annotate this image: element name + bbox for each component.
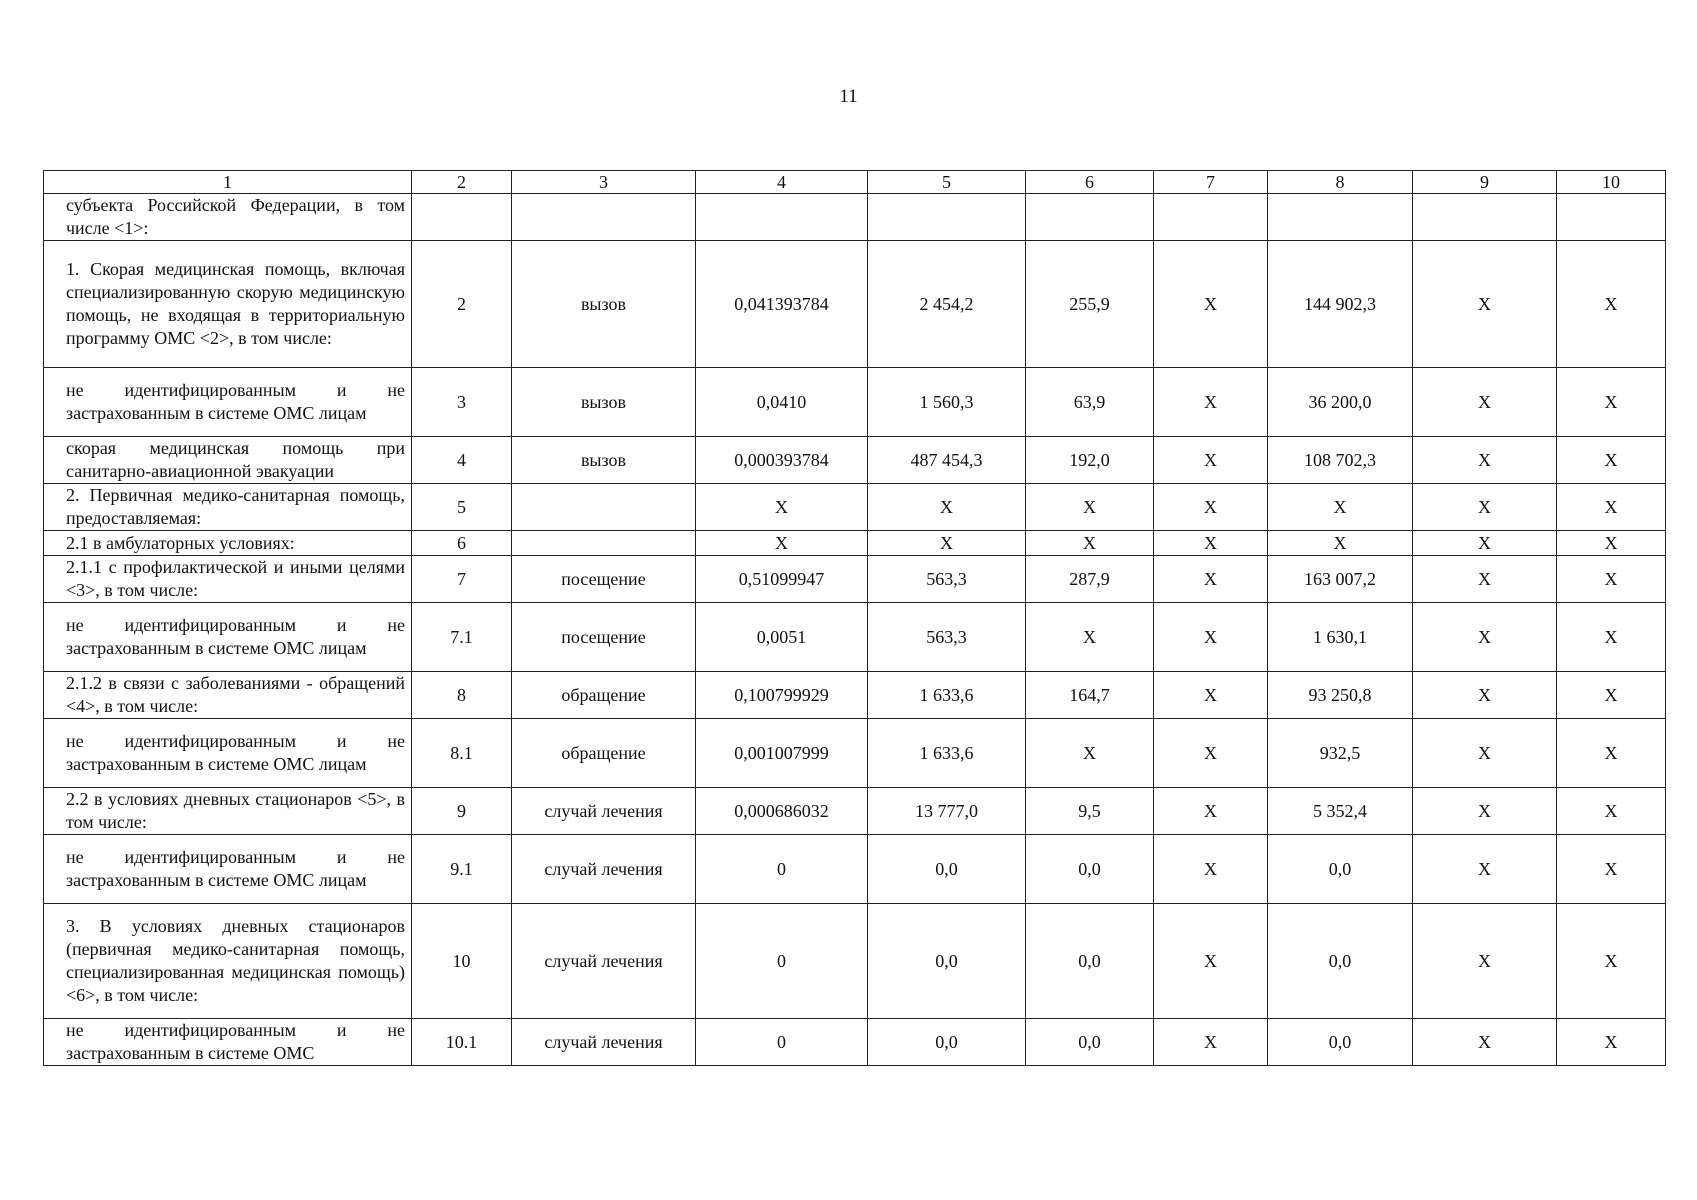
column-header: 8: [1268, 171, 1413, 194]
table-cell: случай лечения: [512, 904, 696, 1019]
column-header: 1: [44, 171, 412, 194]
column-header: 9: [1413, 171, 1557, 194]
financing-table: [43, 170, 1666, 1066]
table-cell: X: [1557, 788, 1666, 835]
table-cell: 4: [412, 437, 512, 484]
table-cell: 932,5: [1268, 719, 1413, 788]
table-cell: 144 902,3: [1268, 241, 1413, 368]
table-cell: 0,000686032: [696, 788, 868, 835]
table-cell: X: [696, 531, 868, 556]
table-cell: 0,100799929: [696, 672, 868, 719]
column-header: 3: [512, 171, 696, 194]
row-description: не идентифицированным и не застрахованным в системе ОМС: [44, 1019, 412, 1066]
table-cell: X: [1413, 672, 1557, 719]
table-cell: X: [1557, 1019, 1666, 1066]
table-cell: 9,5: [1026, 788, 1154, 835]
table-row: [44, 719, 1666, 788]
table-row: [44, 1019, 1666, 1066]
table-cell: 0,0051: [696, 603, 868, 672]
table-cell: вызов: [512, 368, 696, 437]
table-cell: X: [1557, 672, 1666, 719]
table-row: [44, 194, 1666, 241]
table-cell: X: [1413, 835, 1557, 904]
table-cell: X: [1026, 719, 1154, 788]
column-header: 6: [1026, 171, 1154, 194]
table-cell: X: [1154, 437, 1268, 484]
table-cell: 0,0: [1268, 904, 1413, 1019]
table-cell: 63,9: [1026, 368, 1154, 437]
table-cell: X: [1413, 484, 1557, 531]
table-cell: 13 777,0: [868, 788, 1026, 835]
table-cell: 0,0: [1268, 835, 1413, 904]
table-cell: X: [1557, 484, 1666, 531]
table-cell: X: [1413, 904, 1557, 1019]
table-cell: [512, 484, 696, 531]
column-header: 10: [1557, 171, 1666, 194]
table-cell: [1026, 194, 1154, 241]
table-cell: X: [1154, 788, 1268, 835]
table-cell: X: [1413, 531, 1557, 556]
table-cell: 0: [696, 904, 868, 1019]
table-cell: [868, 194, 1026, 241]
table-cell: обращение: [512, 719, 696, 788]
table-cell: X: [1557, 437, 1666, 484]
table-cell: 0: [696, 835, 868, 904]
table-cell: X: [1413, 556, 1557, 603]
column-header: 7: [1154, 171, 1268, 194]
table-cell: 5: [412, 484, 512, 531]
row-description: не идентифицированным и не застрахованным в системе ОМС лицам: [44, 835, 412, 904]
table-cell: 487 454,3: [868, 437, 1026, 484]
table-cell: 8.1: [412, 719, 512, 788]
table-cell: 9: [412, 788, 512, 835]
table-cell: 1 633,6: [868, 672, 1026, 719]
table-cell: X: [1154, 241, 1268, 368]
table-cell: 1 633,6: [868, 719, 1026, 788]
table-cell: X: [1026, 603, 1154, 672]
table-cell: X: [1413, 719, 1557, 788]
table-cell: 0,000393784: [696, 437, 868, 484]
table-cell: [1413, 194, 1557, 241]
table-cell: 6: [412, 531, 512, 556]
row-description: не идентифицированным и не застрахованным в системе ОМС лицам: [44, 719, 412, 788]
table-cell: X: [1413, 603, 1557, 672]
table-cell: X: [1413, 368, 1557, 437]
table-cell: случай лечения: [512, 788, 696, 835]
table-cell: 192,0: [1026, 437, 1154, 484]
table-cell: 8: [412, 672, 512, 719]
table-cell: 0,0: [1026, 835, 1154, 904]
table-cell: X: [1557, 904, 1666, 1019]
table-row: [44, 788, 1666, 835]
table-row: [44, 556, 1666, 603]
table-cell: X: [1557, 556, 1666, 603]
row-description: не идентифицированным и не застрахованным в системе ОМС лицам: [44, 368, 412, 437]
table-cell: [1557, 194, 1666, 241]
table-row: [44, 904, 1666, 1019]
column-header: 4: [696, 171, 868, 194]
table-row: [44, 835, 1666, 904]
table-cell: 0,51099947: [696, 556, 868, 603]
table-cell: 0,0: [868, 1019, 1026, 1066]
table-cell: посещение: [512, 603, 696, 672]
table-cell: X: [1154, 556, 1268, 603]
table-cell: X: [1413, 1019, 1557, 1066]
table-cell: X: [1026, 531, 1154, 556]
table-cell: 1 630,1: [1268, 603, 1413, 672]
table-cell: 7: [412, 556, 512, 603]
table-row: [44, 241, 1666, 368]
table-cell: X: [1026, 484, 1154, 531]
table-cell: вызов: [512, 241, 696, 368]
table-cell: 0: [696, 1019, 868, 1066]
table-cell: 0,0: [1026, 904, 1154, 1019]
table-cell: [1154, 194, 1268, 241]
table-cell: [412, 194, 512, 241]
table-cell: X: [1413, 788, 1557, 835]
table-cell: 0,001007999: [696, 719, 868, 788]
table-cell: 10: [412, 904, 512, 1019]
table-cell: случай лечения: [512, 835, 696, 904]
table-cell: случай лечения: [512, 1019, 696, 1066]
table-cell: 163 007,2: [1268, 556, 1413, 603]
table-cell: X: [1154, 835, 1268, 904]
table-cell: X: [1557, 603, 1666, 672]
table-cell: посещение: [512, 556, 696, 603]
column-header: 2: [412, 171, 512, 194]
table-cell: 36 200,0: [1268, 368, 1413, 437]
table-cell: X: [1557, 368, 1666, 437]
row-description: 2.2 в условиях дневных стационаров <5>, в том числе:: [44, 788, 412, 835]
row-description: 2. Первичная медико-санитарная помощь, предоставляемая:: [44, 484, 412, 531]
table-row: [44, 531, 1666, 556]
table-cell: 287,9: [1026, 556, 1154, 603]
table-cell: X: [1154, 1019, 1268, 1066]
table-cell: 563,3: [868, 603, 1026, 672]
table-cell: 108 702,3: [1268, 437, 1413, 484]
row-description: 2.1.1 с профилактической и иными целями <3>, в том числе:: [44, 556, 412, 603]
table-cell: 0,0410: [696, 368, 868, 437]
table-cell: 0,041393784: [696, 241, 868, 368]
table-cell: 5 352,4: [1268, 788, 1413, 835]
table-cell: 10.1: [412, 1019, 512, 1066]
table-cell: 164,7: [1026, 672, 1154, 719]
table-cell: 563,3: [868, 556, 1026, 603]
row-description: 1. Скорая медицинская помощь, включая специализированную скорую медицинскую помощь, не входящая в территориальную программу ОМС <2>, в том числе:: [44, 241, 412, 368]
table-cell: 3: [412, 368, 512, 437]
table-cell: обращение: [512, 672, 696, 719]
table-cell: 2: [412, 241, 512, 368]
table-cell: 0,0: [868, 904, 1026, 1019]
column-header: 5: [868, 171, 1026, 194]
table-cell: X: [1154, 484, 1268, 531]
table-row: [44, 603, 1666, 672]
row-description: 3. В условиях дневных стационаров (первичная медико-санитарная помощь, специализированная медицинская помощь) <6>, в том числе:: [44, 904, 412, 1019]
table-cell: [696, 194, 868, 241]
table-cell: 93 250,8: [1268, 672, 1413, 719]
table-cell: X: [1557, 719, 1666, 788]
row-description: скорая медицинская помощь при санитарно-авиационной эвакуации: [44, 437, 412, 484]
table-cell: X: [1268, 484, 1413, 531]
table-cell: X: [1154, 719, 1268, 788]
table-cell: X: [868, 531, 1026, 556]
table-cell: X: [1154, 368, 1268, 437]
row-description: субъекта Российской Федерации, в том числе <1>:: [44, 194, 412, 241]
table-cell: X: [1557, 835, 1666, 904]
table-cell: 7.1: [412, 603, 512, 672]
table-cell: 9.1: [412, 835, 512, 904]
table-cell: 0,0: [868, 835, 1026, 904]
table-cell: X: [868, 484, 1026, 531]
table-cell: 255,9: [1026, 241, 1154, 368]
table-cell: 2 454,2: [868, 241, 1026, 368]
table-row: [44, 484, 1666, 531]
table-cell: [1268, 194, 1413, 241]
row-description: 2.1.2 в связи с заболеваниями - обращений <4>, в том числе:: [44, 672, 412, 719]
page-number: 11: [839, 86, 858, 107]
table-cell: X: [696, 484, 868, 531]
table-cell: X: [1557, 241, 1666, 368]
table-cell: [512, 531, 696, 556]
table-row: [44, 672, 1666, 719]
table-cell: X: [1154, 531, 1268, 556]
table-row: [44, 437, 1666, 484]
row-description: 2.1 в амбулаторных условиях:: [44, 531, 412, 556]
table-cell: X: [1154, 603, 1268, 672]
table-cell: X: [1413, 437, 1557, 484]
table-cell: вызов: [512, 437, 696, 484]
table-cell: 1 560,3: [868, 368, 1026, 437]
table-cell: X: [1154, 904, 1268, 1019]
table-cell: X: [1154, 672, 1268, 719]
table-cell: X: [1557, 531, 1666, 556]
row-description: не идентифицированным и не застрахованным в системе ОМС лицам: [44, 603, 412, 672]
table-cell: [512, 194, 696, 241]
table-cell: 0,0: [1026, 1019, 1154, 1066]
table-row: [44, 368, 1666, 437]
header-row: [44, 171, 1666, 194]
table-cell: X: [1268, 531, 1413, 556]
table-cell: X: [1413, 241, 1557, 368]
table-cell: 0,0: [1268, 1019, 1413, 1066]
